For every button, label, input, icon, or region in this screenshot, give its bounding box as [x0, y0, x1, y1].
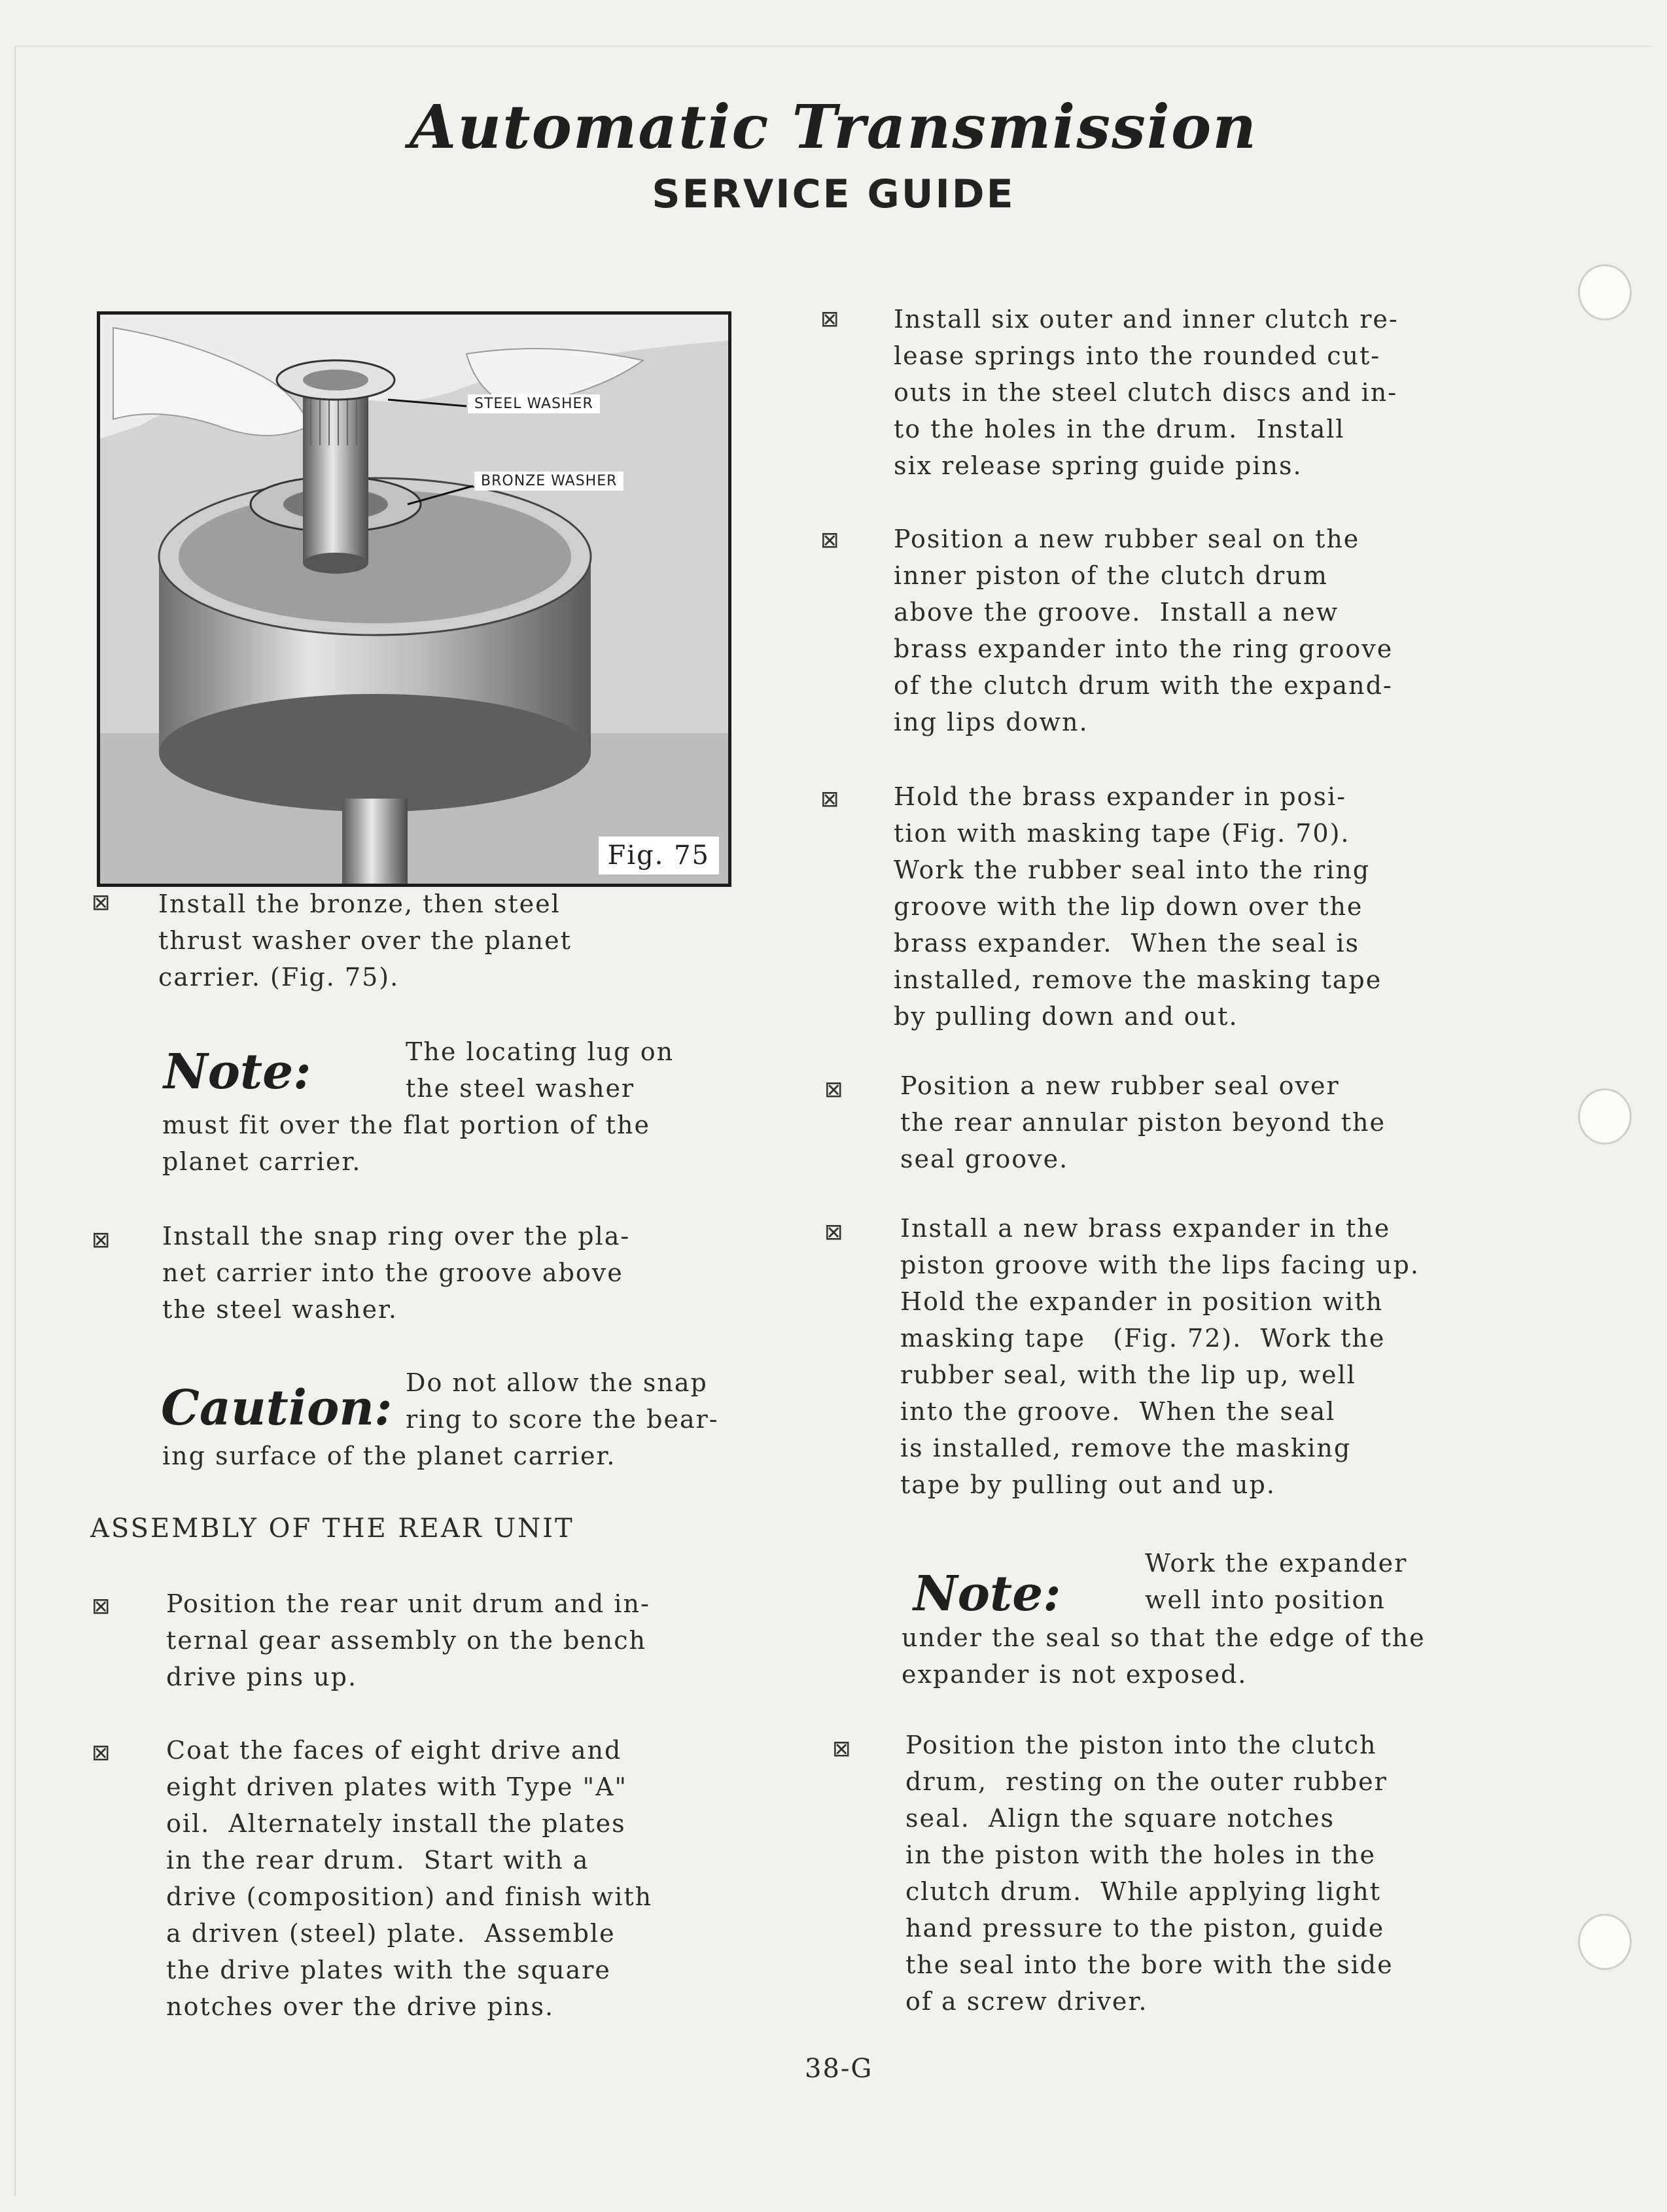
right-step-2: Position a new rubber seal on the inner piston of the clutch drum above the groove. Install a new brass expander into the ring groove of the clutch drum with the expand- ing lips down.	[894, 525, 1394, 736]
steel-washer-callout: STEEL WASHER	[468, 394, 600, 413]
note-1-label: Note:	[164, 1044, 311, 1100]
left-step-1: Install the bronze, then steel thrust washer over the planet carrier. (Fig. 75).	[158, 890, 572, 992]
binder-hole-top	[1578, 264, 1632, 320]
note-1-text-rest: must fit over the flat portion of the planet carrier.	[162, 1111, 651, 1176]
figure-75	[97, 311, 731, 887]
binder-hole-bottom	[1578, 1914, 1632, 1970]
right-step-4: Position a new rubber seal over the rear annular piston beyond the seal groove.	[900, 1071, 1386, 1173]
right-step-1: Install six outer and inner clutch re- lease springs into the rounded cut- outs in the steel clutch discs and in- to the holes in the drum. Install six release spring guide pins.	[894, 305, 1399, 480]
bullet-icon: ⊠	[820, 527, 839, 553]
caution-text-first: Do not allow the snap ring to score the bear-	[406, 1368, 719, 1434]
section-heading-rear-unit: ASSEMBLY OF THE REAR UNIT	[90, 1513, 574, 1544]
right-step-6: Position the piston into the clutch drum, resting on the outer rubber seal. Align the square notches in the piston with the holes in the clutch drum. While applying light hand pressure to the piston, guide the seal into the bore with the side of a screw driver.	[905, 1731, 1394, 2016]
binder-hole-middle	[1578, 1088, 1632, 1145]
bullet-icon: ⊠	[92, 1227, 111, 1253]
note-1-text-first: The locating lug on the steel washer	[406, 1037, 675, 1103]
bullet-icon: ⊠	[820, 306, 839, 332]
page-subtitle: SERVICE GUIDE	[652, 171, 1015, 217]
bullet-icon: ⊠	[92, 890, 111, 916]
caution-text-rest: ing surface of the planet carrier.	[162, 1442, 616, 1470]
note-2-text-first: Work the expander well into position	[1145, 1549, 1408, 1614]
left-step-4: Coat the faces of eight drive and eight driven plates with Type "A" oil. Alternately install the plates in the rear drum. Start with a drive (composition) and finish with a driven (steel) plate. Assemble the drive plates with the square notches over the drive pins.	[166, 1736, 653, 2021]
figure-label: Fig. 75	[599, 837, 719, 874]
bullet-icon: ⊠	[92, 1740, 111, 1766]
note-2-label: Note:	[913, 1566, 1061, 1622]
bullet-icon: ⊠	[92, 1593, 111, 1619]
right-step-5: Install a new brass expander in the piston groove with the lips facing up. Hold the expander in position with masking tape (Fig. 72). Work the rubber seal, with the lip up, well into the groove. When the seal is installed, remove the masking tape by pulling out and up.	[900, 1214, 1420, 1499]
note-2-text-rest: under the seal so that the edge of the expander is not exposed.	[902, 1623, 1426, 1689]
bronze-washer-callout: BRONZE WASHER	[474, 472, 623, 491]
clutch-drum-illustration	[100, 315, 728, 884]
page-title: Automatic Transmission	[409, 92, 1258, 162]
bullet-icon: ⊠	[832, 1736, 851, 1762]
caution-label: Caution:	[161, 1380, 393, 1436]
left-step-2: Install the snap ring over the pla- net carrier into the groove above the steel washer.	[162, 1222, 631, 1324]
right-step-3: Hold the brass expander in posi- tion with masking tape (Fig. 70). Work the rubber seal into the ring groove with the lip down over the brass expander. When the seal is installed, remove the masking tape by pulling down and out.	[894, 782, 1382, 1031]
bullet-icon: ⊠	[820, 786, 839, 812]
bullet-icon: ⊠	[824, 1219, 843, 1245]
page-number: 38-G	[805, 2054, 873, 2084]
bullet-icon: ⊠	[824, 1077, 843, 1103]
left-step-3: Position the rear unit drum and in- ternal gear assembly on the bench drive pins up.	[166, 1589, 650, 1691]
